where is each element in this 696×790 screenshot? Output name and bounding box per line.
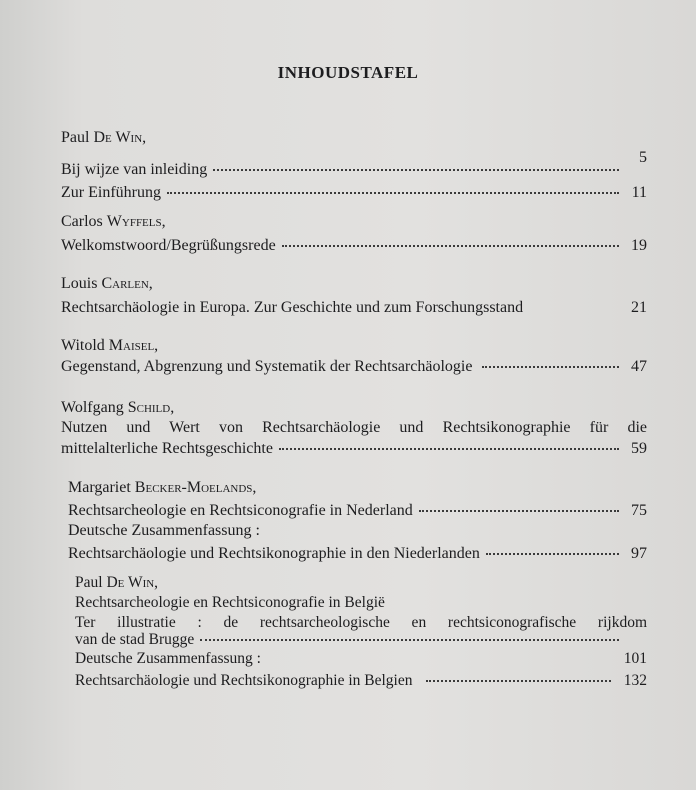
toc-line xyxy=(75,671,647,691)
toc-page-number: 132 xyxy=(623,672,647,689)
dot-leader xyxy=(419,506,619,512)
author-last-name: Wyffels, xyxy=(106,213,166,230)
dot-leader xyxy=(482,362,619,368)
toc-line xyxy=(61,236,647,256)
toc-line xyxy=(68,501,647,521)
author-last-name: Becker-Moelands, xyxy=(134,479,257,496)
toc-entry xyxy=(61,336,647,377)
toc-entry xyxy=(68,478,647,564)
dot-leader xyxy=(279,444,619,450)
toc-line xyxy=(75,593,647,613)
dot-leader xyxy=(426,676,611,682)
toc-line xyxy=(75,630,647,650)
dot-leader xyxy=(200,635,619,641)
toc-page-number: 75 xyxy=(631,502,647,519)
toc-title: Rechtsarcheologie en Rechtsiconografie in Nederland xyxy=(68,502,413,519)
toc-page-number: 47 xyxy=(631,358,647,375)
toc-author xyxy=(61,274,647,294)
author-first-name: Paul xyxy=(61,129,90,146)
toc-line xyxy=(68,521,647,541)
author-first-name: Margariet xyxy=(68,479,131,496)
toc-author xyxy=(61,128,647,148)
toc-title: Rechtsarcheologie en Rechtsiconografie in België xyxy=(75,594,385,611)
toc-page-number: 5 xyxy=(639,149,647,166)
toc-author xyxy=(61,398,647,418)
toc-page-number: 101 xyxy=(623,650,647,667)
author-last-name: Carlen, xyxy=(101,275,153,292)
dot-leader xyxy=(167,188,619,194)
toc-line xyxy=(61,298,647,318)
toc-entry xyxy=(75,573,647,691)
author-first-name: Carlos xyxy=(61,213,103,230)
toc-entry xyxy=(61,212,647,256)
toc-title: mittelalterliche Rechtsgeschichte xyxy=(61,440,273,457)
toc-author xyxy=(75,573,647,593)
toc-title: van de stad Brugge xyxy=(75,631,195,648)
toc-title: Rechtsarchäologie und Rechtsikonographie in Belgien xyxy=(75,672,413,689)
toc-title: Rechtsarchäologie und Rechtsikonographie in den Niederlanden xyxy=(68,545,480,562)
toc-title: Nutzen und Wert von Rechtsarchäologie und Rechtsikonographie für die xyxy=(61,419,647,436)
toc-line xyxy=(75,649,647,669)
toc-page-number: 19 xyxy=(631,237,647,254)
toc-line xyxy=(61,418,647,438)
dot-leader xyxy=(282,241,619,247)
author-last-name: Schild, xyxy=(127,399,175,416)
author-last-name: Maisel, xyxy=(108,337,159,354)
author-first-name: Wolfgang xyxy=(61,399,124,416)
toc-title: Rechtsarchäologie in Europa. Zur Geschichte und zum Forschungsstand xyxy=(61,299,524,316)
dot-leader xyxy=(486,549,619,555)
toc-line xyxy=(61,439,647,459)
page-title: INHOUDSTAFEL xyxy=(277,63,419,82)
author-last-name: De Win, xyxy=(93,129,147,146)
toc-page-number: 11 xyxy=(631,184,647,201)
toc-page-number: 59 xyxy=(631,440,647,457)
toc-title: Gegenstand, Abgrenzung und Systematik der Rechtsarchäologie xyxy=(61,358,473,375)
toc-page-number: 97 xyxy=(631,545,647,562)
author-first-name: Witold xyxy=(61,337,105,354)
toc-entry xyxy=(61,274,647,318)
toc-author xyxy=(61,336,647,356)
author-first-name: Louis xyxy=(61,275,98,292)
toc-line xyxy=(68,544,647,564)
toc-line xyxy=(61,183,647,203)
author-first-name: Paul xyxy=(75,574,103,591)
toc-title: Zur Einführung xyxy=(61,184,161,201)
toc-title: Bij wijze van inleiding xyxy=(61,161,208,178)
toc-author xyxy=(68,478,647,498)
dot-leader xyxy=(213,165,619,171)
toc-title: Deutsche Zusammenfassung : xyxy=(75,650,261,667)
toc-author xyxy=(61,212,647,232)
toc-line xyxy=(61,357,647,377)
toc-title: Ter illustratie : de rechtsarcheologische en rechtsiconografische rijkdom xyxy=(75,614,647,631)
author-last-name: De Win, xyxy=(106,574,159,591)
toc-line xyxy=(61,160,647,180)
toc-title: Deutsche Zusammenfassung : xyxy=(68,522,260,539)
toc-title: Welkomstwoord/Begrüßungsrede xyxy=(61,237,276,254)
toc-entry xyxy=(61,128,647,203)
toc-entry xyxy=(61,398,647,459)
toc-page-number: 21 xyxy=(631,299,647,316)
